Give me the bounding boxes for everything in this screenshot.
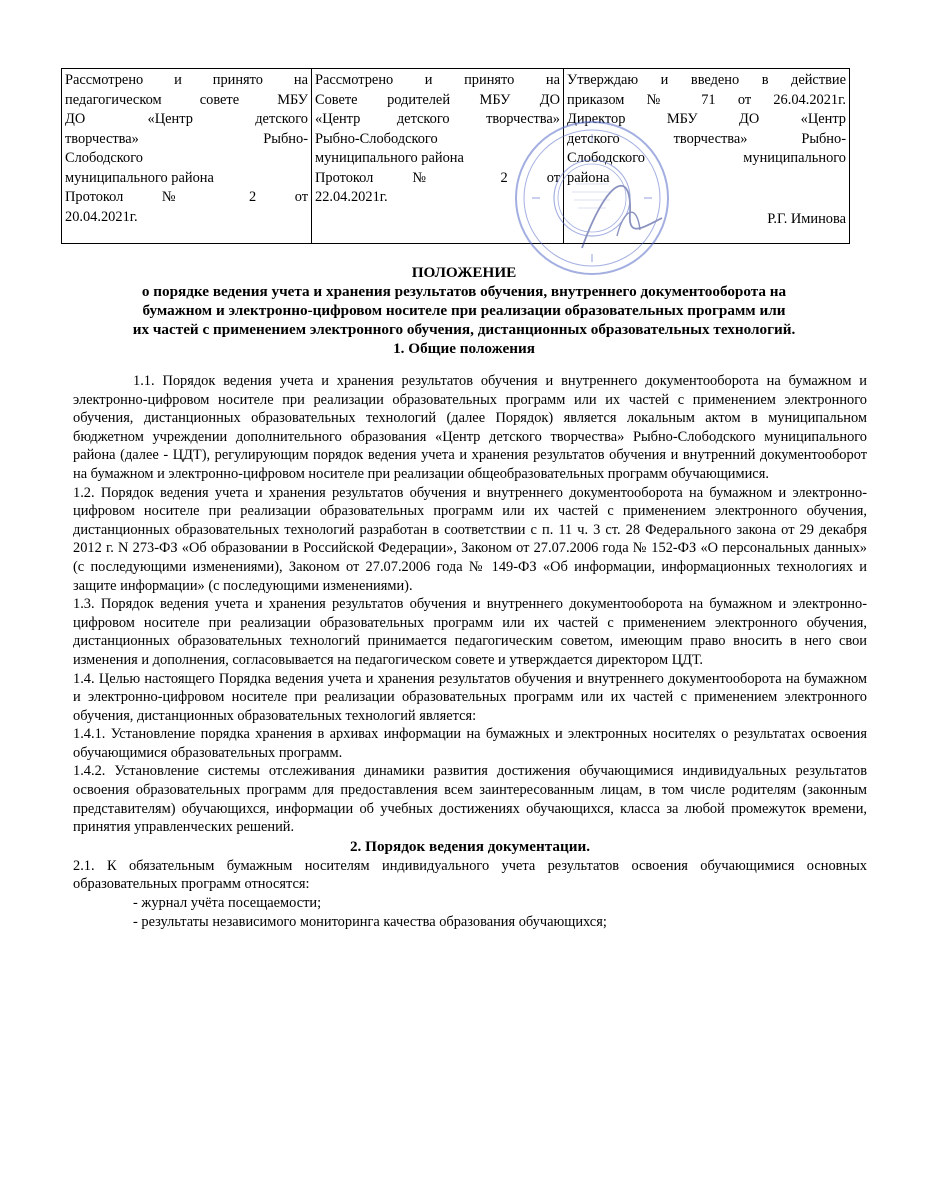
approval-table — [61, 68, 850, 244]
director-signature-name: Р.Г. Иминова — [767, 211, 846, 227]
list-item: - результаты независимого мониторинга качества образования обучающихся; — [133, 913, 607, 930]
paragraph-1-4: 1.4. Целью настоящего Порядка ведения учета и хранения результатов обучения и внутреннего документооборота на бумажном и электронно-цифровом носителе при реализации образовательных программ или их частей с применением электронного обучения, дистанционных образовательных технологий является: — [73, 670, 867, 724]
section-2-heading: 2. Порядок ведения документации. — [349, 837, 591, 855]
paragraph-1-2: 1.2. Порядок ведения учета и хранения результатов обучения и внутреннего документооборота на бумажном и электронно-цифровом носителе при реализации образовательных программ или их частей с применением электронного обучения, дистанционных образовательных технологий разработан в соответствии с п. 11 ч. 3 ст. 28 Федерального закона от 29 декабря 2012 г. N 273-ФЗ «Об образовании в Российской Федерации», Законом от 27.07.2006 года № 152-ФЗ «О персональных данных» (с последующими изменениями), Законом от 27.07.2006 года № 149-ФЗ «Об информации, информационных технологиях и защите информации» (с последующими изменениями). — [73, 484, 867, 594]
paragraph-1-1: 1.1. Порядок ведения учета и хранения результатов обучения и внутреннего документооборота на бумажном и электронно-цифровом носителе при реализации образовательных программ или их частей с применением электронного обучения, дистанционных образовательных технологий (далее Порядок) является локальным актом в муниципальном бюджетном учреждении дополнительного образования «Центр детского творчества» Рыбно-Слободского муниципального района (далее - ЦДТ), регулирующим порядок ведения учета и хранения результатов обучения и внутренний документооборот на бумажном и электронно-цифровом носителе при реализации общеобразовательных программ обучающимися. — [73, 373, 867, 482]
section-1-heading: 1. Общие положения — [393, 340, 535, 357]
approval-pedagogical-council: Рассмотрено и принято на педагогическом совете МБУ ДО «Центр детского творчества» Рыбно- Слободского муниципального района Протокол № 2 от 20.04.2021г. — [62, 69, 312, 244]
list-item: - журнал учёта посещаемости; — [133, 895, 322, 912]
approval-parents-council: Рассмотрено и принято на Совете родителей МБУ ДО «Центр детского творчества» Рыбно-Слободского муниципального района Протокол № 2 от 22.04.2021г. — [312, 69, 564, 244]
paragraph-1-4-1: 1.4.1. Установление порядка хранения в архивах информации на бумажных и электронных носителях о результатах освоения обучающимися образовательных программ. — [73, 726, 867, 761]
document-body — [73, 372, 867, 931]
paragraph-1-3: 1.3. Порядок ведения учета и хранения результатов обучения и внутреннего документооборота на бумажном и электронно-цифровом носителе при реализации образовательных программ или их частей с применением электронного обучения, дистанционных образовательных технологий принимается педагогическим советом, имеющим право вносить в него свои изменения и дополнения, согласовывается на педагогическом совете и утверждается директором ЦДТ. — [73, 596, 867, 668]
approval-director: Утверждаю и введено в действие приказом № 71 от 26.04.2021г. Директор МБУ ДО «Центр детского творчества» Рыбно- Слободского муниципального района Р.Г. Иминова — [564, 69, 850, 244]
title-line-1: о порядке ведения учета и хранения результатов обучения, внутреннего документооборота на — [141, 283, 787, 300]
title-line-2: бумажном и электронно-цифровом носителе при реализации образовательных программ или — [142, 302, 786, 319]
title-heading: ПОЛОЖЕНИЕ — [411, 264, 517, 281]
paragraph-2-1: 2.1. К обязательным бумажным носителям индивидуального учета результатов освоения обучающимися основных образовательных программ относятся: — [73, 857, 867, 893]
document-title — [61, 263, 867, 358]
title-line-3: их частей с применением электронного обучения, дистанционных образовательных технологий. — [132, 321, 796, 338]
paragraph-1-4-2: 1.4.2. Установление системы отслеживания динамики развития достижения обучающимися индивидуальных результатов освоения образовательных программ для предоставления всем заинтересованным лицам, в том числе родителям (законным представителям) обучающихся, информации об учебных достижениях обучающихся, класса за любой промежуток времени, принятия управленческих решений. — [73, 763, 867, 836]
